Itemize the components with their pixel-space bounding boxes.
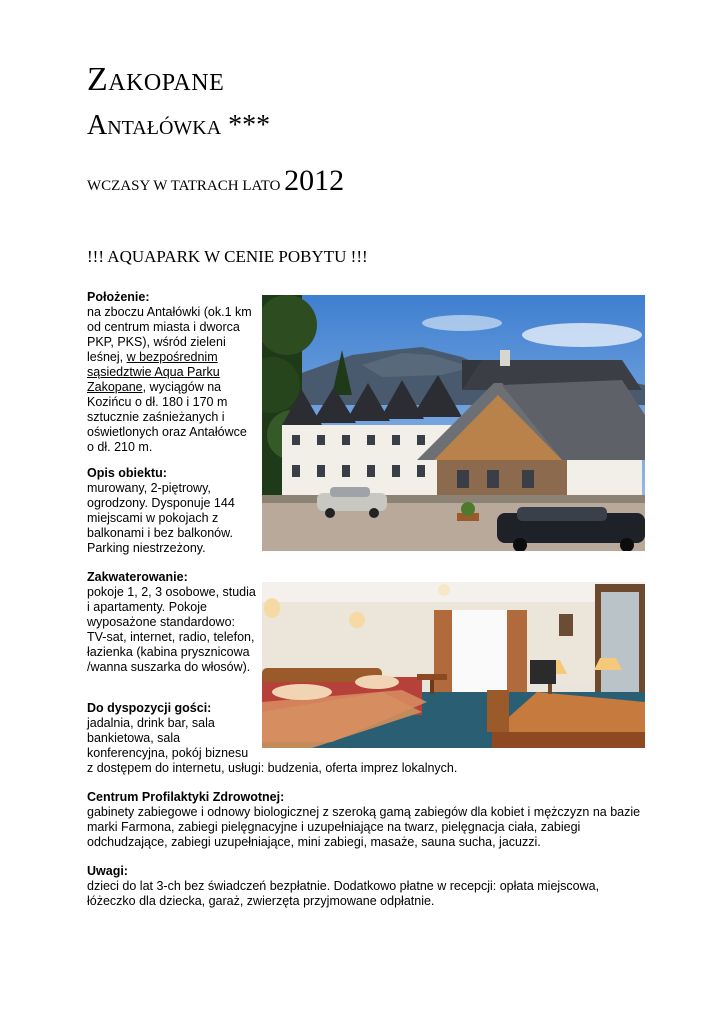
aquapark-link[interactable]: w bezpośrednim sąsiedztwie Aqua Parku Zakopane — [87, 350, 220, 394]
notes-section — [87, 864, 647, 909]
accommodation-heading: Zakwaterowanie: — [87, 570, 188, 584]
accommodation-text: pokoje 1, 2, 3 osobowe, studia i apartamenty. Pokoje wyposażone standardowo: TV-sat, internet, radio, telefon, łazienka (kabina prysznicowa /wanna suszarka do włosów). — [87, 585, 256, 674]
season-year: 2012 — [284, 164, 345, 197]
health-heading: Centrum Profilaktyki Zdrowotnej: — [87, 790, 285, 804]
guests-heading: Do dyspozycji gości: — [87, 701, 212, 715]
location-heading: Położenie: — [87, 290, 150, 304]
hotel-room-photo — [262, 582, 645, 748]
object-section — [87, 466, 257, 556]
page-title: Zakopane — [87, 61, 225, 98]
guests-section — [87, 701, 257, 761]
season-line — [87, 164, 344, 203]
guests-text-full: z dostępem do internetu, usługi: budzenia, oferta imprez lokalnych. — [87, 761, 458, 775]
notes-heading: Uwagi: — [87, 864, 128, 878]
hotel-name: Antałówka *** — [87, 110, 271, 141]
location-section — [87, 290, 257, 455]
guests-text-column: jadalnia, drink bar, sala bankietowa, sala konferencyjna, pokój biznesu — [87, 716, 249, 760]
object-heading: Opis obiektu: — [87, 466, 167, 480]
notes-text: dzieci do lat 3-ch bez świadczeń bezpłatnie. Dodatkowo płatne w recepcji: opłata miejscowa, łóżeczko dla dziecka, garaż, zwierzęta przyjmowane odpłatnie. — [87, 879, 600, 908]
location-text: na zboczu Antałówki (ok.1 km od centrum miasta i dworca PKP, PKS), wśród zieleni leśnej, w bezpośrednim sąsiedztwie Aqua Parku Zakopane, wyciągów na Kozińcu o dł. 180 i 170 m sztucznie zaśnieżanych i oświetlonych oraz Antałówce o dł. 210 m. — [87, 305, 252, 454]
health-text: gabinety zabiegowe i odnowy biologicznej z szeroką gamą zabiegów dla kobiet i mężczyzn na bazie marki Farmona, zabiegi pielęgnacyjne i uzupełniające na twarz, pielęgnacja ciała, zabiegi odchudzające, zabiegi uzupełniające, mini zabiegi, masaże, sauna sucha, jacuzzi. — [87, 805, 641, 849]
accommodation-section — [87, 570, 257, 675]
hotel-exterior-photo — [262, 295, 645, 551]
season-text: WCZASY W TATRACH LATO — [87, 178, 281, 194]
health-section — [87, 790, 647, 850]
promo-banner: !!! AQUAPARK W CENIE POBYTU !!! — [87, 247, 368, 266]
object-text: murowany, 2-piętrowy, ogrodzony. Dysponuje 144 miejscami w pokojach z balkonami i bez balkonów. Parking niestrzeżony. — [87, 481, 235, 555]
